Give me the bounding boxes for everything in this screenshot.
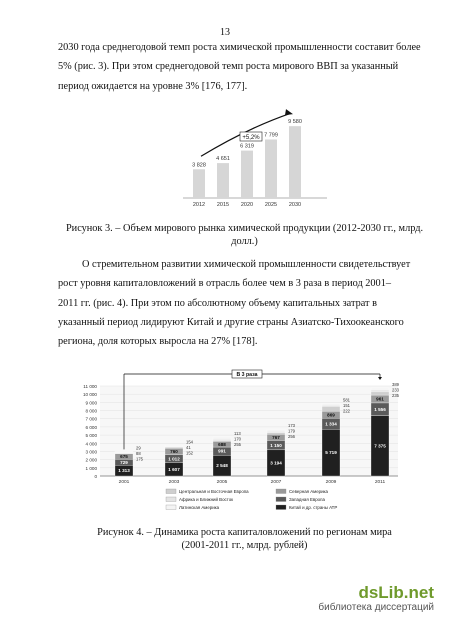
segment-label: 1 556	[374, 406, 386, 412]
segment-label: 1 334	[325, 421, 337, 427]
y-tick-label: 3 000	[85, 449, 97, 455]
page-number: 13	[220, 27, 230, 38]
x-tick-label: 2003	[168, 480, 180, 485]
small-segment-label: 233	[392, 387, 399, 393]
y-tick-label: 7 000	[85, 416, 97, 422]
bar-segment	[267, 431, 285, 432]
segment-label: 767	[272, 434, 280, 440]
legend-swatch	[276, 489, 286, 494]
figure-3-caption-line: Рисунок 3. – Объем мирового рынка химической продукции (2012-2030 гг., млрд.	[65, 223, 424, 234]
paragraph-2	[58, 255, 431, 351]
x-tick-label: 2009	[325, 480, 337, 485]
small-segment-label: 389	[392, 382, 399, 388]
y-tick-label: 1 000	[85, 465, 97, 471]
legend-item: Центральная и Восточная Европа	[179, 489, 249, 494]
x-tick-label: 2012	[192, 202, 206, 208]
segment-label: 1 150	[270, 442, 282, 448]
small-segment-label: 256	[288, 434, 295, 440]
bar-segment	[371, 388, 389, 390]
small-segment-label: 88	[136, 450, 141, 456]
y-tick-label: 0	[94, 474, 97, 479]
legend-swatch	[276, 497, 286, 502]
data-label: 3 828	[192, 162, 206, 169]
segment-label: 1 607	[168, 467, 180, 473]
bar-segment	[115, 451, 133, 452]
paragraph-2-line: указанный период лидируют Китай и другие страны Азиатско-Тихоокеанского	[58, 316, 404, 328]
small-segment-label: 154	[186, 439, 193, 445]
segment-label: 675	[120, 454, 128, 460]
y-tick-label: 2 000	[85, 457, 97, 463]
trend-arrow-head	[285, 109, 293, 115]
x-tick-label: 2001	[118, 480, 130, 485]
small-segment-label: 152	[186, 450, 193, 456]
small-segment-label: 581	[343, 397, 350, 403]
y-tick-label: 11 000	[83, 384, 97, 389]
data-label: 7 799	[264, 132, 278, 139]
data-label: 6 319	[240, 143, 254, 150]
bar-segment	[322, 405, 340, 406]
small-segment-label: 173	[288, 423, 295, 429]
bar-2020	[241, 151, 253, 198]
watermark-title: dsLib.net	[358, 583, 434, 602]
y-tick-label: 4 000	[85, 441, 97, 447]
bar-segment	[322, 403, 340, 405]
segment-label: 760	[170, 449, 178, 455]
x-tick-label: 2007	[270, 480, 282, 485]
segment-label: 961	[376, 396, 384, 402]
segment-label: 729	[120, 459, 128, 465]
bar-2015	[217, 163, 229, 198]
bar-2025	[265, 140, 277, 198]
banner-arrow-head	[378, 377, 382, 380]
paragraph-2-line: О стремительном развитии химической промышленности свидетельствует	[82, 259, 411, 270]
bar-segment	[371, 392, 389, 395]
paragraph-2-line: рост уровня капиталовложений в отрасль более чем в 3 раза в период 2001–	[58, 278, 391, 290]
small-segment-label: 175	[136, 456, 143, 462]
segment-label: 1 012	[168, 456, 180, 462]
segment-label: 2 548	[216, 463, 228, 469]
legend-item: Африка и Ближний Восток	[179, 497, 234, 502]
small-segment-label: 41	[186, 445, 191, 451]
growth-annotation: +5,2%	[242, 135, 260, 141]
paragraph-1-line: период ожидается на уровне 3% [176, 177].	[58, 80, 248, 92]
segment-label: 1 313	[118, 468, 130, 474]
bar-segment	[213, 437, 231, 439]
paragraph-2-line: 2011 гг. (рис. 4). При этом по абсолютному объему капитальных затрат в	[58, 297, 377, 309]
legend-swatch	[166, 497, 176, 502]
bar-2030	[289, 126, 301, 198]
figure-3-caption-line: долл.)	[231, 236, 258, 247]
bar-segment	[165, 447, 183, 448]
watermark	[318, 584, 434, 614]
legend-swatch	[166, 505, 176, 510]
legend-swatch	[166, 489, 176, 494]
paragraph-1-line: 5% (рис. 3). При этом среднегодовой темп роста мирового ВВП за указанный	[58, 61, 399, 73]
y-tick-label: 6 000	[85, 424, 97, 430]
x-tick-label: 2030	[288, 202, 302, 208]
small-segment-label: 179	[288, 428, 295, 434]
paragraph-2-line: региона, доля которых выросла на 27% [178].	[58, 336, 258, 348]
segment-label: 688	[218, 441, 226, 447]
legend-item: Северная Америка	[289, 489, 328, 494]
x-tick-label: 2005	[216, 480, 228, 485]
y-tick-label: 8 000	[85, 408, 97, 414]
plot-area	[100, 386, 398, 476]
segment-label: 991	[218, 448, 226, 454]
data-label: 9 580	[288, 119, 302, 126]
legend-item: Китай и др. страны АТР	[289, 505, 338, 510]
y-tick-label: 10 000	[82, 392, 97, 398]
bar-segment	[213, 439, 231, 440]
figure-4-caption-line: (2001-2011 гг., млрд. рублей)	[181, 540, 308, 551]
y-tick-label: 9 000	[85, 400, 97, 406]
x-tick-label: 2020	[240, 202, 254, 208]
x-tick-label: 2025	[264, 202, 278, 208]
legend-item: Латинская Америка	[179, 505, 220, 510]
segment-label: 7 375	[374, 443, 386, 449]
small-segment-label: 170	[234, 436, 241, 442]
figure-4-caption-line: Рисунок 4. – Динамика роста капиталовложений по регионам мира	[97, 527, 392, 538]
bar-segment	[371, 390, 389, 392]
figure-3-caption	[58, 222, 431, 248]
paragraph-1	[58, 38, 431, 96]
small-segment-label: 29	[136, 445, 141, 451]
y-tick-label: 5 000	[85, 433, 97, 439]
paragraph-1-line: 2030 года среднегодовой темп роста химической промышленности составит более	[58, 42, 421, 53]
small-segment-label: 222	[343, 408, 350, 414]
data-label: 4 651	[216, 156, 230, 163]
small-segment-label: 151	[343, 402, 350, 408]
small-segment-label: 235	[392, 393, 399, 399]
figure-4-caption	[58, 526, 431, 552]
watermark-subtitle: библиотека диссертаций	[318, 602, 434, 613]
bar-segment	[322, 406, 340, 411]
segment-label: 5 719	[325, 450, 337, 456]
x-tick-label: 2011	[374, 480, 386, 485]
segment-label: 3 194	[270, 460, 282, 466]
bar-segment	[267, 429, 285, 431]
figure-3-chart	[0, 108, 450, 218]
x-tick-label: 2015	[216, 202, 230, 208]
small-segment-label: 113	[234, 431, 241, 437]
legend-item: Западная Европа	[289, 497, 325, 502]
bar-segment	[165, 446, 183, 447]
segment-label: 869	[327, 412, 335, 418]
small-segment-label: 255	[234, 442, 241, 448]
bar-segment	[267, 433, 285, 434]
figure-4-chart	[0, 365, 450, 525]
banner-label: В 3 раза	[236, 372, 258, 378]
legend-swatch	[276, 505, 286, 510]
bar-2012	[193, 169, 205, 198]
